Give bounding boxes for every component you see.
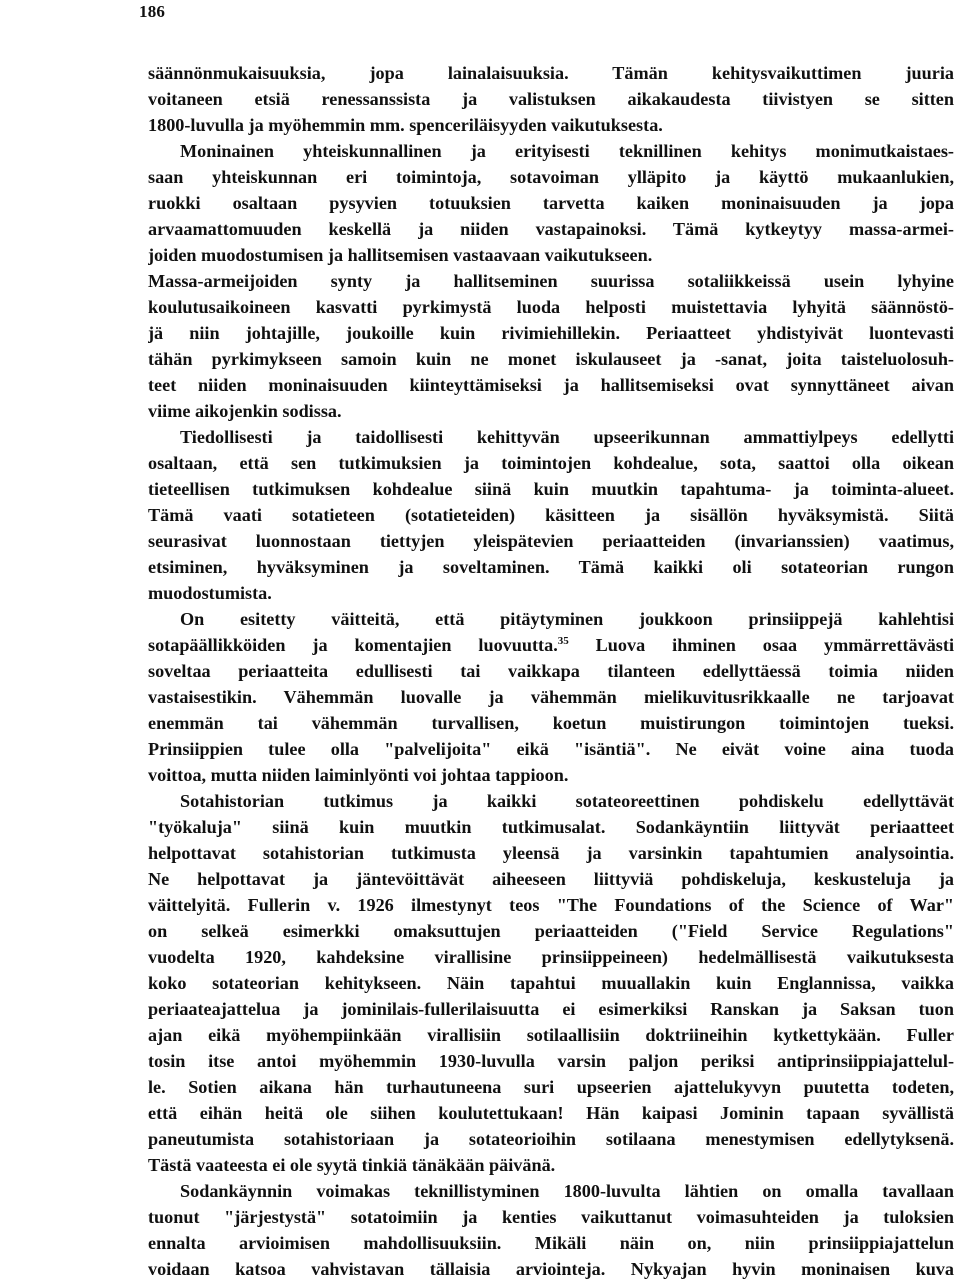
text-line <box>148 632 954 658</box>
text-line-content: saan yhteiskunnan eri toimintoja, sotavoiman ylläpito ja käyttö mukaanlukien, <box>148 167 954 187</box>
text-line-content: Tästä vaateesta ei ole syytä tinkiä tänäkään päivänä. <box>148 1155 556 1175</box>
text-line-content: On esitetty väitteitä, että pitäytyminen joukkoon prinsiippejä kahlehtisi <box>180 609 954 629</box>
text-line-content: tähän pyrkimykseen samoin kuin ne monet iskulauseet ja -sanat, joita taisteluolosuh- <box>148 349 954 369</box>
text-line-content: on selkeä esimerkki omaksuttujen periaatteiden ("Field Service Regulations" <box>148 921 954 941</box>
text-line <box>148 294 954 320</box>
text-line-content: ajan eikä myöhempiinkään virallisiin sotilaallisiin doktriineihin kytkettykään. Fuller <box>148 1025 954 1045</box>
text-line <box>148 424 954 450</box>
text-line-content: Massa-armeijoiden synty ja hallitseminen suurissa sotaliikkeissä usein lyhyine <box>148 271 954 291</box>
text-line <box>148 788 954 814</box>
text-line <box>148 658 954 684</box>
text-line-content: Moninainen yhteiskunnallinen ja erityisesti teknillinen kehitys monimutkaistaes- <box>180 141 954 161</box>
text-line-content: soveltaa periaatteita edullisesti tai vaikkapa tilanteen edellyttäessä toimia niiden <box>148 661 954 681</box>
text-line-content: paneutumista sotahistoriaan ja sotateorioihin sotilaana menestymisen edellytyksenä. <box>148 1129 954 1149</box>
text-line-content: väittelyitä. Fullerin v. 1926 ilmestynyt teos "The Foundations of the Science of War" <box>148 895 954 915</box>
text-line <box>148 1152 954 1178</box>
text-line <box>148 346 954 372</box>
text-line <box>148 60 954 86</box>
text-line <box>148 918 954 944</box>
text-line <box>148 1100 954 1126</box>
text-line <box>148 190 954 216</box>
text-line-content: helpottavat sotahistorian tutkimusta yleensä ja varsinkin tapahtumien analysointia. <box>148 843 954 863</box>
text-line-content: sotapäällikköiden ja komentajien luovuutta. <box>148 635 558 655</box>
text-line <box>148 1022 954 1048</box>
text-line <box>148 138 954 164</box>
text-line <box>148 1256 954 1282</box>
text-line <box>148 710 954 736</box>
text-line <box>148 1230 954 1256</box>
text-line-content: osaltaan, että sen tutkimuksien ja toimintojen kohdealue, sota, saattoi olla oikean <box>148 453 954 473</box>
text-line <box>148 970 954 996</box>
text-line-content: le. Sotien aikana hän turhautuneena suri upseerien ajattelukyvyn puutetta todeten, <box>148 1077 954 1097</box>
text-line <box>148 1178 954 1204</box>
text-line <box>148 320 954 346</box>
text-line <box>148 268 954 294</box>
text-line-content: 1800-luvulla ja myöhemmin mm. spenceriläisyyden vaikutuksesta. <box>148 115 663 135</box>
text-line-content: Sodankäynnin voimakas teknillistyminen 1800-luvulta lähtien on omalla tavallaan <box>180 1181 954 1201</box>
text-line-content: Prinsiippien tulee olla "palvelijoita" eikä "isäntiä". Ne eivät voine aina tuoda <box>148 739 954 759</box>
text-line-content: etsiminen, hyväksyminen ja soveltaminen. Tämä kaikki oli sotateorian rungon <box>148 557 954 577</box>
text-line-content: enemmän tai vähemmän turvallisen, koetun muistirungon toimintojen tueksi. <box>148 713 954 733</box>
text-line <box>148 996 954 1022</box>
text-line-content: jä niin johtajille, joukoille kuin rivimiehillekin. Periaatteet yhdistyivät luontevasti <box>148 323 954 343</box>
text-line-content: Luova ihminen osaa ymmärrettävästi <box>568 635 954 655</box>
text-line <box>148 606 954 632</box>
text-line <box>148 216 954 242</box>
text-line <box>148 112 954 138</box>
text-line <box>148 892 954 918</box>
text-line <box>148 450 954 476</box>
text-line-content: arvaamattomuuden keskellä ja niiden vastapainoksi. Tämä kytkeytyy massa-armei- <box>148 219 954 239</box>
text-line-content: joiden muodostumisen ja hallitsemisen vastaavaan vaikutukseen. <box>148 245 653 265</box>
text-line <box>148 398 954 424</box>
text-line-content: tuonut "järjestystä" sotatoimiin ja kenties vaikuttanut voimasuhteiden ja tuloksien <box>148 1207 954 1227</box>
text-line <box>148 684 954 710</box>
text-line <box>148 944 954 970</box>
text-line-content: Tämä vaati sotatieteen (sotatieteiden) käsitteen ja sisällön hyväksymistä. Siitä <box>148 505 954 525</box>
text-line-content: viime aikojenkin sodissa. <box>148 401 342 421</box>
text-line-content: säännönmukaisuuksia, jopa lainalaisuuksia. Tämän kehitysvaikuttimen juuria <box>148 63 954 83</box>
body-text <box>148 60 954 1282</box>
text-line <box>148 762 954 788</box>
text-line <box>148 580 954 606</box>
text-line-content: periaateajattelua ja jominilais-fullerilaisuutta ei esimerkiksi Ranskan ja Saksan tuon <box>148 999 954 1019</box>
text-line-content: että eihän heitä ole siihen koulutettukaan! Hän kaipasi Jominin tapaan syvällistä <box>148 1103 954 1123</box>
text-line <box>148 554 954 580</box>
text-line <box>148 86 954 112</box>
page-number: 186 <box>139 2 166 21</box>
text-line-content: ruokki osaltaan pysyvien totuuksien tarvetta kaiken moninaisuuden ja jopa <box>148 193 954 213</box>
text-line <box>148 476 954 502</box>
text-line-content: muodostumista. <box>148 583 272 603</box>
text-line <box>148 1048 954 1074</box>
text-line <box>148 528 954 554</box>
text-line-content: voittoa, mutta niiden laiminlyönti voi johtaa tappioon. <box>148 765 569 785</box>
footnote-reference: 35 <box>557 635 569 647</box>
text-line <box>148 814 954 840</box>
text-line <box>148 840 954 866</box>
text-line-content: Ne helpottavat ja jäntevöittävät aiheeseen liittyviä pohdiskeluja, keskusteluja ja <box>148 869 954 889</box>
text-line <box>148 242 954 268</box>
text-line-content: vuodelta 1920, kahdeksine virallisine prinsiippeineen) hedelmällisestä vaikutuksesta <box>148 947 954 967</box>
text-line-content: Sotahistorian tutkimus ja kaikki sotateoreettinen pohdiskelu edellyttävät <box>180 791 954 811</box>
text-line-content: koko sotateorian kehitykseen. Näin tapahtui muuallakin kuin Englannissa, vaikka <box>148 973 954 993</box>
text-line-content: tosin itse antoi myöhemmin 1930-luvulla varsin paljon periksi antiprinsiippiajattelul- <box>148 1051 954 1071</box>
text-line <box>148 164 954 190</box>
text-line <box>148 1074 954 1100</box>
text-line <box>148 866 954 892</box>
text-line-content: teet niiden moninaisuuden kiinteyttämiseksi ja hallitsemiseksi ovat synnyttäneet aivan <box>148 375 954 395</box>
text-line <box>148 502 954 528</box>
text-line-content: Tiedollisesti ja taidollisesti kehittyvän upseerikunnan ammattiylpeys edellytti <box>180 427 954 447</box>
text-line-content: seurasivat luonnostaan tiettyjen yleispätevien periaatteiden (invarianssien) vaatimus, <box>148 531 954 551</box>
text-line <box>148 1126 954 1152</box>
text-line <box>148 372 954 398</box>
text-line-content: ennalta arvioimisen mahdollisuuksiin. Mikäli näin on, niin prinsiippiajattelun <box>148 1233 954 1253</box>
text-line-content: "työkaluja" siinä kuin muutkin tutkimusalat. Sodankäyntiin liittyvät periaatteet <box>148 817 954 837</box>
text-line-content: koulutusaikoineen kasvatti pyrkimystä luoda helposti muistettavia lyhyitä säännöstö- <box>148 297 954 317</box>
text-line-content: vastaisestikin. Vähemmän luovalle ja vähemmän mielikuvitusrikkaalle ne tarjoavat <box>148 687 954 707</box>
text-line <box>148 1204 954 1230</box>
text-line <box>148 736 954 762</box>
text-line-content: voidaan katsoa vahvistavan tällaisia arviointeja. Nykyajan hyvin moninaisen kuva <box>148 1259 954 1279</box>
text-line-content: voitaneen etsiä renessanssista ja valistuksen aikakaudesta tiivistyen se sitten <box>148 89 954 109</box>
text-line-content: tieteellisen tutkimuksen kohdealue siinä kuin muutkin tapahtuma- ja toiminta-alueet. <box>148 479 954 499</box>
